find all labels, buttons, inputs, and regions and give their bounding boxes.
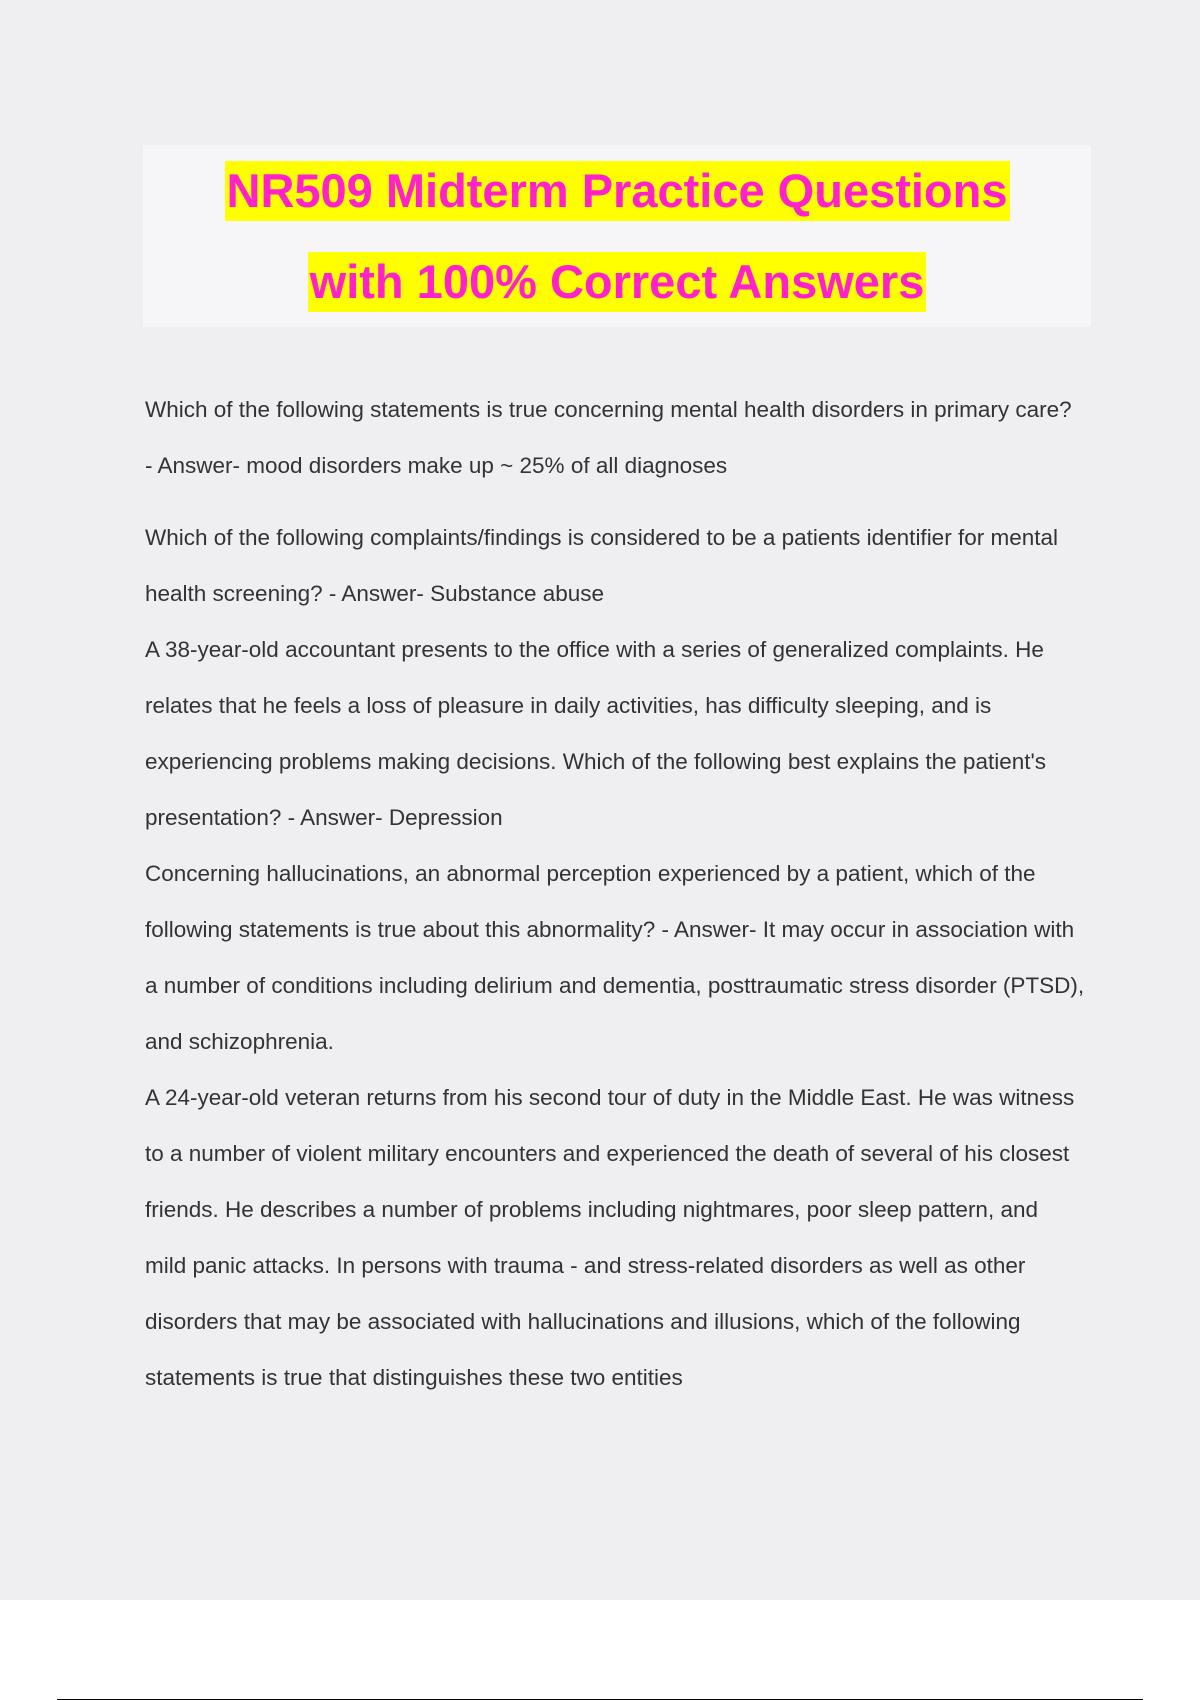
document-title-line-2: with 100% Correct Answers: [308, 252, 927, 312]
question-paragraph-2: Which of the following complaints/findings is considered to be a patients identifier for mental health screening? - Answer- Substance abuse: [145, 525, 1058, 606]
title-block: [143, 145, 1091, 327]
document-title-line-1: NR509 Midterm Practice Questions: [225, 161, 1010, 221]
question-paragraph-3: A 38-year-old accountant presents to the office with a series of generalized complaints. He relates that he feels a loss of pleasure in daily activities, has difficulty sleeping, and is experiencing problems making decisions. Which of the following best explains the patient's presentation? - Answer- Depression: [145, 637, 1047, 830]
question-paragraph-4: Concerning hallucinations, an abnormal perception experienced by a patient, which of the following statements is true about this abnormality? - Answer- It may occur in association with a number of conditions including delirium and dementia, posttraumatic stress disorder (PTSD), and schizophrenia.: [145, 861, 1085, 1054]
document-body: [145, 382, 1085, 1406]
question-paragraph-5: A 24-year-old veteran returns from his second tour of duty in the Middle East. He was witness to a number of violent military encounters and experienced the death of several of his closest friends. He describes a number of problems including nightmares, poor sleep pattern, and mild panic attacks. In persons with trauma - and stress-related disorders as well as other disorders that may be associated with hallucinations and illusions, which of the following statements is true that distinguishes these two entities: [145, 1085, 1075, 1390]
question-paragraph-1: Which of the following statements is true concerning mental health disorders in primary care? - Answer- mood disorders make up ~ 25% of all diagnoses: [145, 397, 1072, 478]
